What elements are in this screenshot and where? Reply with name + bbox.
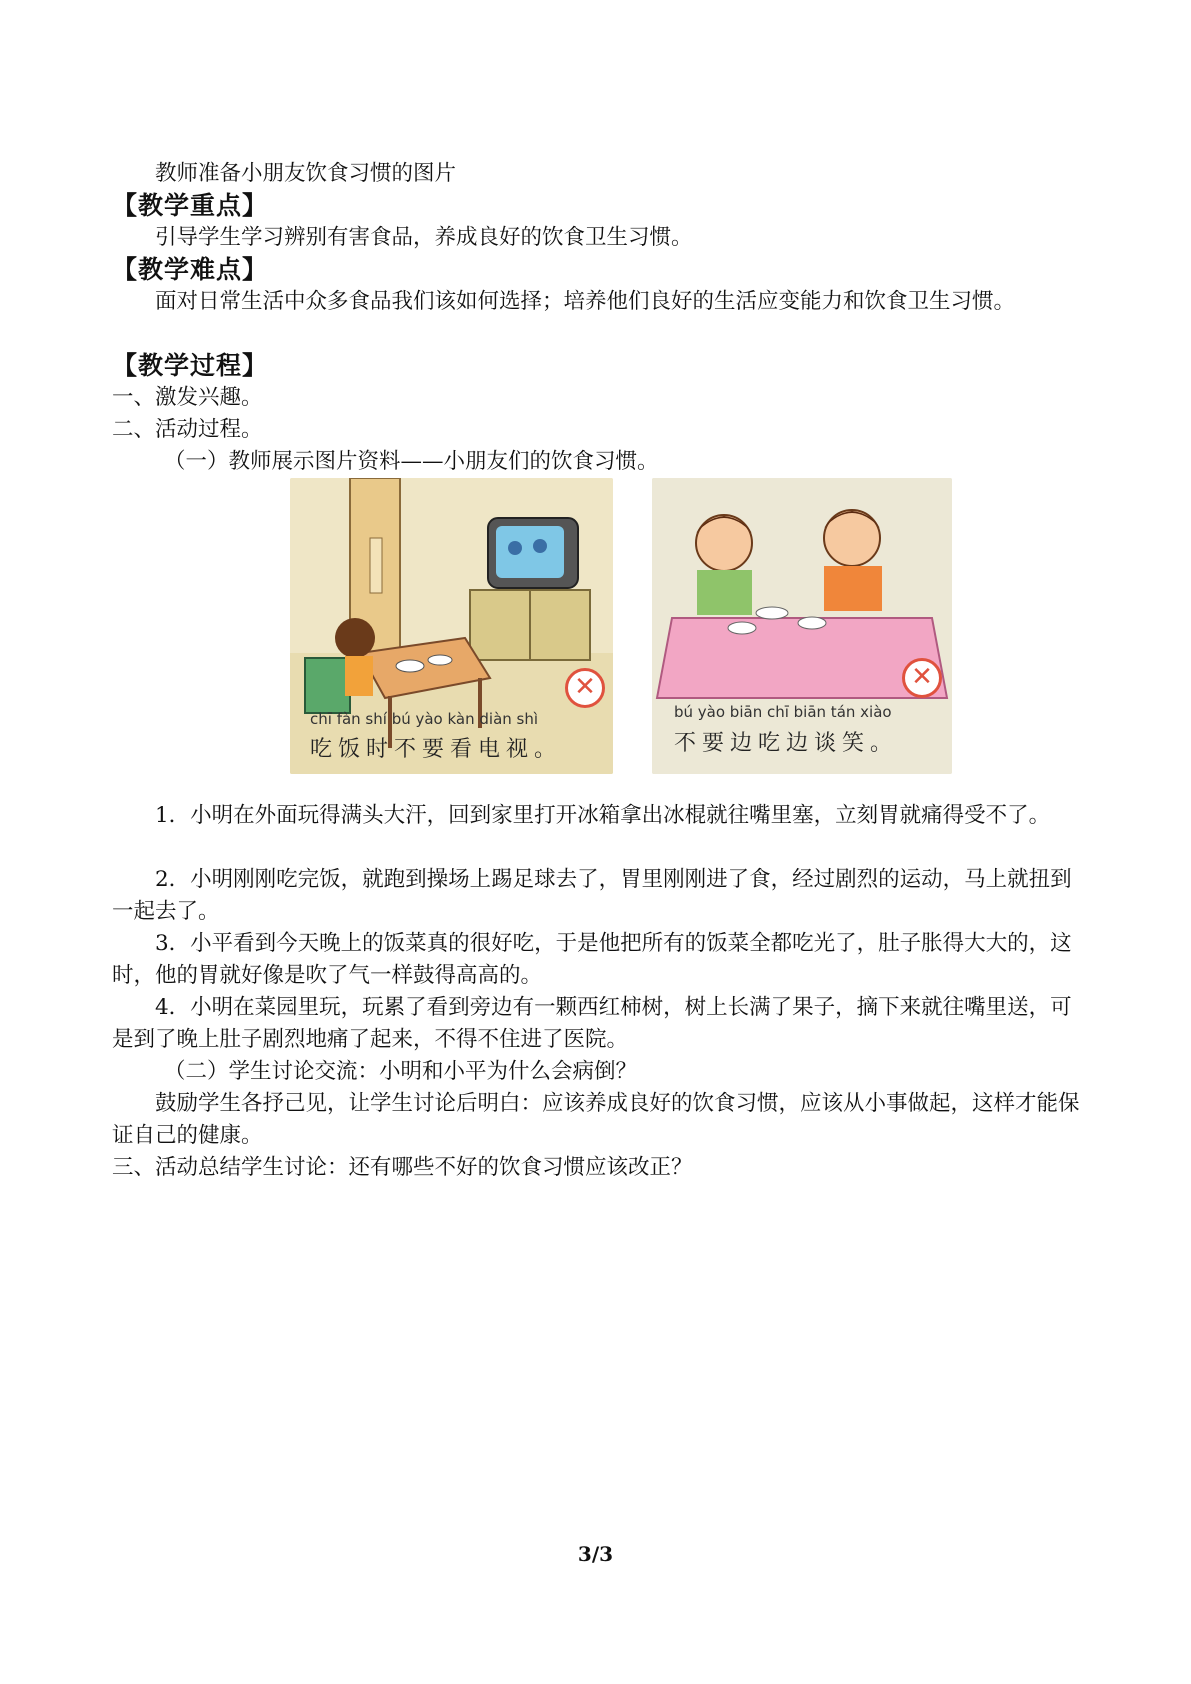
focus-text: 引导学生学习辨别有害食品，养成良好的饮食卫生习惯。 — [155, 225, 693, 250]
caption-2: 不要边吃边谈笑。 — [674, 731, 899, 756]
sub-step-1: （一）教师展示图片资料——小朋友们的饮食习惯。 — [164, 449, 659, 474]
pinyin-2: bú yào biān chī biān tán xiào — [674, 703, 892, 721]
step-1: 一、激发兴趣。 — [112, 385, 263, 410]
pinyin-1: chī fàn shí bú yào kàn diàn shì — [310, 710, 539, 728]
list-item: 4．小明在菜园里玩，玩累了看到旁边有一颗西红柿树，树上长满了果子，摘下来就往嘴里送，可是到了晚上肚子剧烈地痛了起来，不得不住进了医院。 — [112, 995, 1072, 1052]
focus-heading: 【教学重点】 — [112, 191, 269, 220]
difficulty-text: 面对日常生活中众多食品我们该如何选择；培养他们良好的生活应变能力和饮食卫生习惯。 — [155, 289, 1016, 314]
illustration-tv-drawing — [290, 478, 613, 774]
encourage-text: 鼓励学生各抒己见，让学生讨论后明白：应该养成良好的饮食习惯，应该从小事做起，这样才能保证自己的健康。 — [112, 1091, 1080, 1148]
list-item: 2．小明刚刚吃完饭，就跑到操场上踢足球去了，胃里刚刚进了食，经过剧烈的运动，马上就扭到一起去了。 — [112, 867, 1072, 924]
list-item: 1．小明在外面玩得满头大汗，回到家里打开冰箱拿出冰棍就往嘴里塞，立刻胃就痛得受不了。 — [155, 803, 1051, 828]
sub-step-2: （二）学生讨论交流：小明和小平为什么会病倒？ — [164, 1059, 638, 1084]
page-number: 3/3 — [577, 1542, 614, 1566]
cross-circle-icon: ✕ — [902, 658, 942, 698]
cross-circle-icon: ✕ — [565, 668, 605, 708]
illustration-tv-eating — [290, 478, 613, 774]
materials-text: 教师准备小朋友饮食习惯的图片 — [155, 161, 457, 186]
step-2: 二、活动过程。 — [112, 417, 263, 442]
illustration-talking-eating — [652, 478, 952, 774]
list-item: 3．小平看到今天晚上的饭菜真的很好吃，于是他把所有的饭菜全都吃光了，肚子胀得大大的，这时，他的胃就好像是吹了气一样鼓得高高的。 — [112, 931, 1072, 988]
difficulty-heading: 【教学难点】 — [112, 255, 269, 284]
caption-1: 吃饭时不要看电视。 — [310, 737, 563, 762]
step-3: 三、活动总结学生讨论：还有哪些不好的饮食习惯应该改正？ — [112, 1155, 693, 1180]
process-heading: 【教学过程】 — [112, 351, 269, 380]
